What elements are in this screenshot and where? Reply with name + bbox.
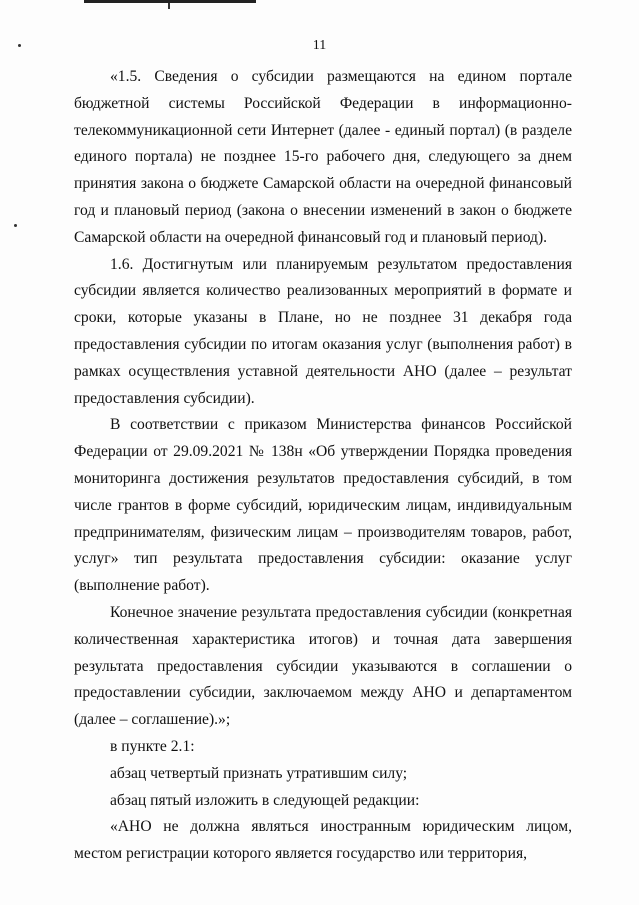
paragraph-minfin-order: В соответствии с приказом Министерства финансов Российской Федерации от 29.09.2021 № 138н «Об утверждении Порядка проведения мониторинга достижения результатов предоставления субсидий, в том числе грантов в форме субсидий, юридическим лицам, индивидуальным предпринимателям, физическим лицам – производителям товаров, работ, услуг» тип результата предоставления субсидии: оказание услуг (выполнение работ).	[74, 416, 572, 595]
paragraph-new-wording: «АНО не должна являться иностранным юридическим лицом, местом регистрации которого является государство или территория,	[74, 818, 572, 863]
scan-edge-tick	[168, 3, 170, 9]
paragraph-final-value: Конечное значение результата предоставления субсидии (конкретная количественная характеристика итогов) и точная дата завершения результата предоставления субсидии указываются в соглашении о предоставлении субсидии, заключаемом между АНО и департаментом (далее – соглашение).»;	[74, 603, 572, 729]
paragraph-point-2-1: в пункте 2.1:	[110, 737, 195, 755]
paragraph-1-6: 1.6. Достигнутым или планируемым результатом предоставления субсидии является количество реализованных мероприятий в формате и сроки, которые указаны в Плане, но не позднее 31 декабря года предоставления субсидии по итогам оказания услуг (выполнения работ) в рамках осуществления уставной деятельности АНО (далее – результат предоставления субсидии).	[74, 255, 572, 407]
scan-speck	[14, 224, 17, 227]
paragraph-1-5: «1.5. Сведения о субсидии размещаются на едином портале бюджетной системы Российской Федерации в информационно-телекоммуникационной сети Интернет (далее - единый портал) (в разделе единого портала) не позднее 15-го рабочего дня, следующего за днем принятия закона о бюджете Самарской области на очередной финансовый год и плановый период (закона о внесении изменений в закон о бюджете Самарской области на очередной финансовый год и плановый период).	[74, 68, 572, 246]
scan-edge-mark	[84, 0, 256, 3]
page-number: 11	[312, 38, 327, 53]
paragraph-abzac-4: абзац четвертый признать утратившим силу;	[110, 764, 408, 782]
paragraph-abzac-5: абзац пятый изложить в следующей редакции:	[110, 791, 420, 809]
document-body	[74, 64, 572, 868]
